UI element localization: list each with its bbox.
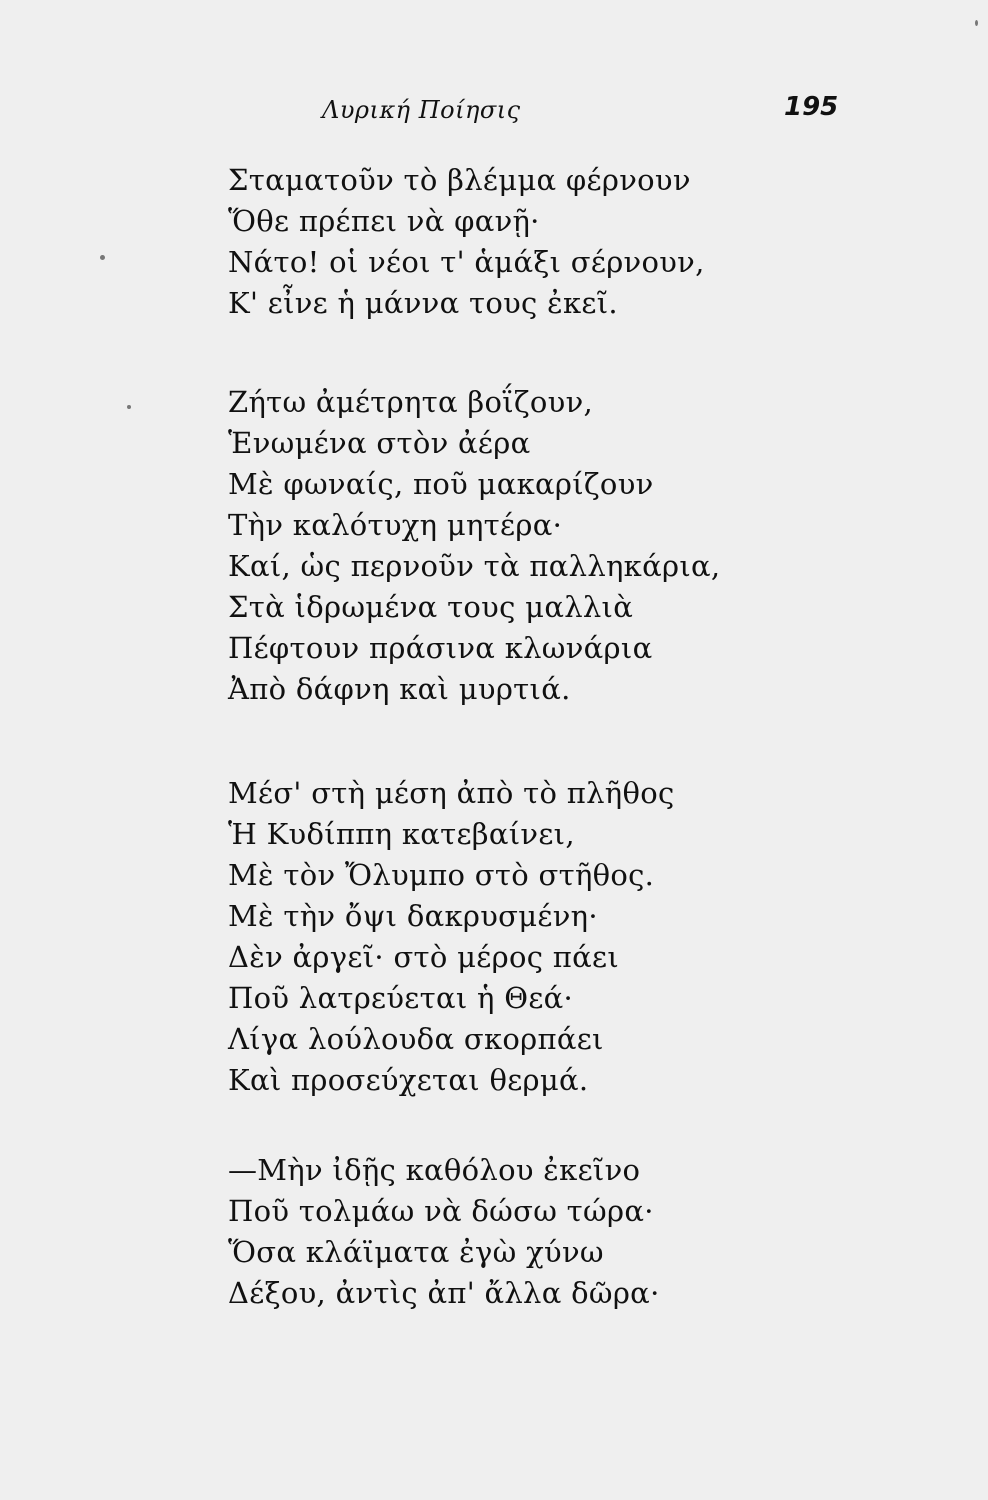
verse-line: Σταματοῦν τὸ βλέμμα φέρνουν	[228, 163, 691, 197]
verse-line: Ποῦ λατρεύεται ἡ Θεά·	[228, 981, 574, 1015]
verse-line: Ἑνωμένα στὸν ἀέρα	[228, 426, 531, 460]
verse-line: Μὲ τὴν ὄψι δακρυσμένη·	[228, 899, 598, 933]
verse-line: Τὴν καλότυχη μητέρα·	[228, 508, 563, 542]
verse-line: Πέφτουν πράσινα κλωνάρια	[228, 631, 653, 665]
verse-line: Ἡ Κυδίππη κατεβαίνει,	[228, 817, 575, 851]
verse-line: Ὅθε πρέπει νὰ φανῇ·	[228, 204, 540, 238]
verse-line: Καί, ὡς περνοῦν τὰ παλληκάρια,	[228, 549, 721, 583]
scan-speck	[100, 255, 105, 260]
verse-line: Λίγα λούλουδα σκορπάει	[228, 1022, 604, 1056]
stanza	[228, 773, 675, 1101]
running-title: Λυρική Ποίησις	[322, 96, 521, 124]
verse-line: Κ' εἶνε ἡ μάννα τους ἐκεῖ.	[228, 286, 618, 320]
verse-line: Στὰ ἱδρωμένα τους μαλλιὰ	[228, 590, 634, 624]
verse-line: Μὲ τὸν Ὄλυμπο στὸ στῆθος.	[228, 858, 655, 892]
verse-line: Καὶ προσεύχεται θερμά.	[228, 1063, 589, 1097]
verse-line: Δὲν ἀργεῖ· στὸ μέρος πάει	[228, 940, 620, 974]
stanza	[228, 382, 720, 710]
verse-line: Δέξου, ἀντὶς ἀπ' ἄλλα δῶρα·	[228, 1276, 660, 1310]
verse-line: Μὲ φωναίς, ποῦ μακαρίζουν	[228, 467, 654, 501]
verse-line: Ὅσα κλάϊματα ἐγὼ χύνω	[228, 1235, 604, 1269]
verse-line: Ποῦ τολμάω νὰ δώσω τώρα·	[228, 1194, 654, 1228]
verse-line: —Μὴν ἰδῇς καθόλου ἐκεῖνο	[228, 1153, 641, 1187]
scan-speck	[975, 20, 978, 26]
verse-line: Νάτο! οἱ νέοι τ' ἁμάξι σέρνουν,	[228, 245, 705, 279]
stanza	[228, 160, 705, 324]
page-number: 195	[784, 92, 839, 122]
stanza	[228, 1150, 660, 1314]
scan-speck	[127, 405, 131, 409]
verse-line: Ἀπὸ δάφνη καὶ μυρτιά.	[228, 672, 571, 706]
verse-line: Μέσ' στὴ μέση ἀπὸ τὸ πλῆθος	[228, 776, 675, 810]
verse-line: Ζήτω ἀμέτρητα βοΐζουν,	[228, 385, 594, 419]
